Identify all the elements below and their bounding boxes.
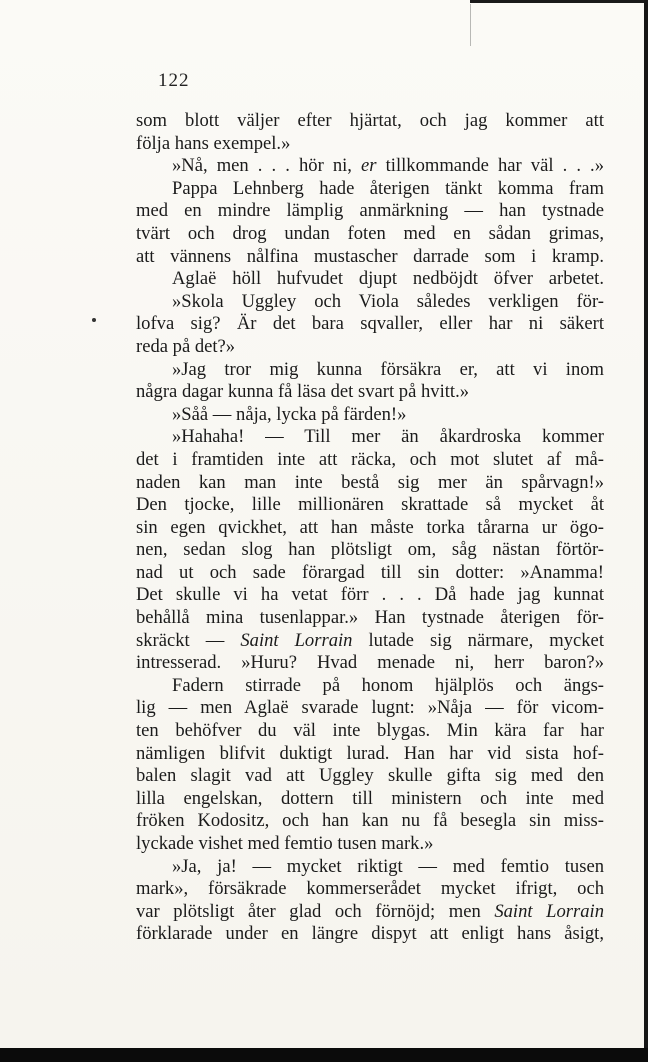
text-line (136, 675, 604, 698)
text-run: balen slagit vad att Uggley skulle gifta sig med den (136, 765, 604, 787)
italic-text: Saint Lorrain (494, 900, 604, 922)
text-line (136, 494, 604, 517)
text-line (136, 539, 604, 562)
text-line (136, 404, 604, 427)
text-run: mark», försäkrade kommerserådet mycket ifrigt, och (136, 878, 604, 900)
text-run: lig — men Aglaë svarade lugnt: »Nåja — för vicom- (136, 697, 604, 719)
text-line (136, 810, 604, 833)
text-run: Det skulle vi ha vetat förr . . . Då hade jag kunnat (136, 584, 604, 606)
text-run: naden kan man inte bestå sig mer än spårvagn!» (136, 471, 604, 493)
text-line (136, 381, 604, 404)
text-line (136, 652, 604, 675)
text-run: Aglaë höll hufvudet djupt nedböjdt öfver arbetet. (172, 268, 604, 290)
text-run: nämligen blifvit duktigt lurad. Han har vid sista hof- (136, 742, 604, 764)
text-run: Den tjocke, lille millionären skrattade så mycket åt (136, 494, 604, 516)
text-line (136, 246, 604, 269)
text-run: »Jag tror mig kunna försäkra er, att vi inom (172, 358, 604, 380)
text-run: följa hans exempel.» (136, 132, 291, 154)
text-run: några dagar kunna få läsa det svart på hvitt.» (136, 381, 470, 403)
text-line (136, 562, 604, 585)
text-line (136, 584, 604, 607)
text-line (136, 110, 604, 133)
text-line (136, 923, 604, 946)
text-line (136, 291, 604, 314)
text-line (136, 833, 604, 856)
margin-mark (92, 318, 96, 322)
text-line (136, 901, 604, 924)
text-run: att vännens nålfina mustascher darrade som i kramp. (136, 245, 604, 267)
text-run: med en mindre lämplig anmärkning — han tystnade (136, 200, 604, 222)
text-run: lutade sig närmare, mycket (352, 629, 604, 651)
text-run: »Skola Uggley och Viola således verkligen för- (172, 290, 604, 312)
text-line (136, 336, 604, 359)
text-run: »Såå — nåja, lycka på färden!» (172, 403, 407, 425)
text-line (136, 268, 604, 291)
text-line (136, 856, 604, 879)
text-run: behållå mina tusenlappar.» Han tystnade återigen för- (136, 607, 604, 629)
text-run: tvärt och drog undan foten med en sådan grimas, (136, 222, 604, 244)
text-line (136, 178, 604, 201)
text-run: tillkommande har väl . . .» (376, 155, 604, 177)
text-run: förklarade under en längre dispyt att enligt hans åsigt, (136, 923, 604, 945)
text-run: ten behöfver du väl inte blygas. Min kära far har (136, 720, 604, 742)
text-line (136, 359, 604, 382)
italic-text: Saint Lorrain (240, 629, 353, 651)
text-line (136, 630, 604, 653)
text-run: »Hahaha! — Till mer än åkardroska kommer (172, 426, 604, 448)
text-line (136, 878, 604, 901)
scan-mark (470, 4, 471, 46)
text-run: »Nå, men . . . hör ni, (172, 155, 362, 177)
text-line (136, 223, 604, 246)
text-line (136, 743, 604, 766)
text-line (136, 607, 604, 630)
text-run: som blott väljer efter hjärtat, och jag kommer att (136, 110, 604, 131)
text-run: nad ut och sade förargad till sin dotter: »Anamma! (136, 561, 604, 583)
page-number: 122 (158, 70, 190, 91)
scan-top-edge (470, 0, 648, 3)
scan-right-edge (644, 0, 648, 1062)
text-run: var plötsligt åter glad och förnöjd; men (136, 900, 495, 922)
text-run: lilla engelskan, dottern till ministern och inte med (136, 787, 604, 809)
scan-bottom-edge (0, 1048, 648, 1062)
text-line (136, 765, 604, 788)
text-line (136, 449, 604, 472)
text-line (136, 788, 604, 811)
text-run: intresserad. »Huru? Hvad menade ni, herr baron?» (136, 652, 604, 674)
text-line (136, 697, 604, 720)
text-run: sin egen qvickhet, att han måste torka tårarna ur ögo- (136, 516, 604, 538)
text-line (136, 472, 604, 495)
text-run: nen, sedan slog han plötsligt om, såg nästan förtör- (136, 539, 604, 561)
text-run: fröken Kodositz, och han kan nu få besegla sin miss- (136, 810, 604, 832)
text-run: det i framtiden inte att räcka, och mot slutet af må- (136, 448, 604, 470)
text-line (136, 426, 604, 449)
italic-text: er (361, 155, 377, 177)
text-line (136, 517, 604, 540)
text-run: »Ja, ja! — mycket riktigt — med femtio tusen (172, 855, 604, 877)
text-run: lofva sig? Är det bara sqvaller, eller har ni säkert (136, 313, 604, 335)
text-line (136, 720, 604, 743)
text-run: Pappa Lehnberg hade återigen tänkt komma fram (172, 177, 604, 199)
text-line (136, 313, 604, 336)
text-run: Fadern stirrade på honom hjälplös och ängs- (172, 674, 604, 696)
text-line (136, 155, 604, 178)
text-line (136, 133, 604, 156)
text-run: reda på det?» (136, 335, 236, 357)
text-run: lyckade vishet med femtio tusen mark.» (136, 833, 434, 854)
text-run: skräckt — (136, 629, 241, 651)
body-text (136, 110, 604, 946)
text-line (136, 200, 604, 223)
